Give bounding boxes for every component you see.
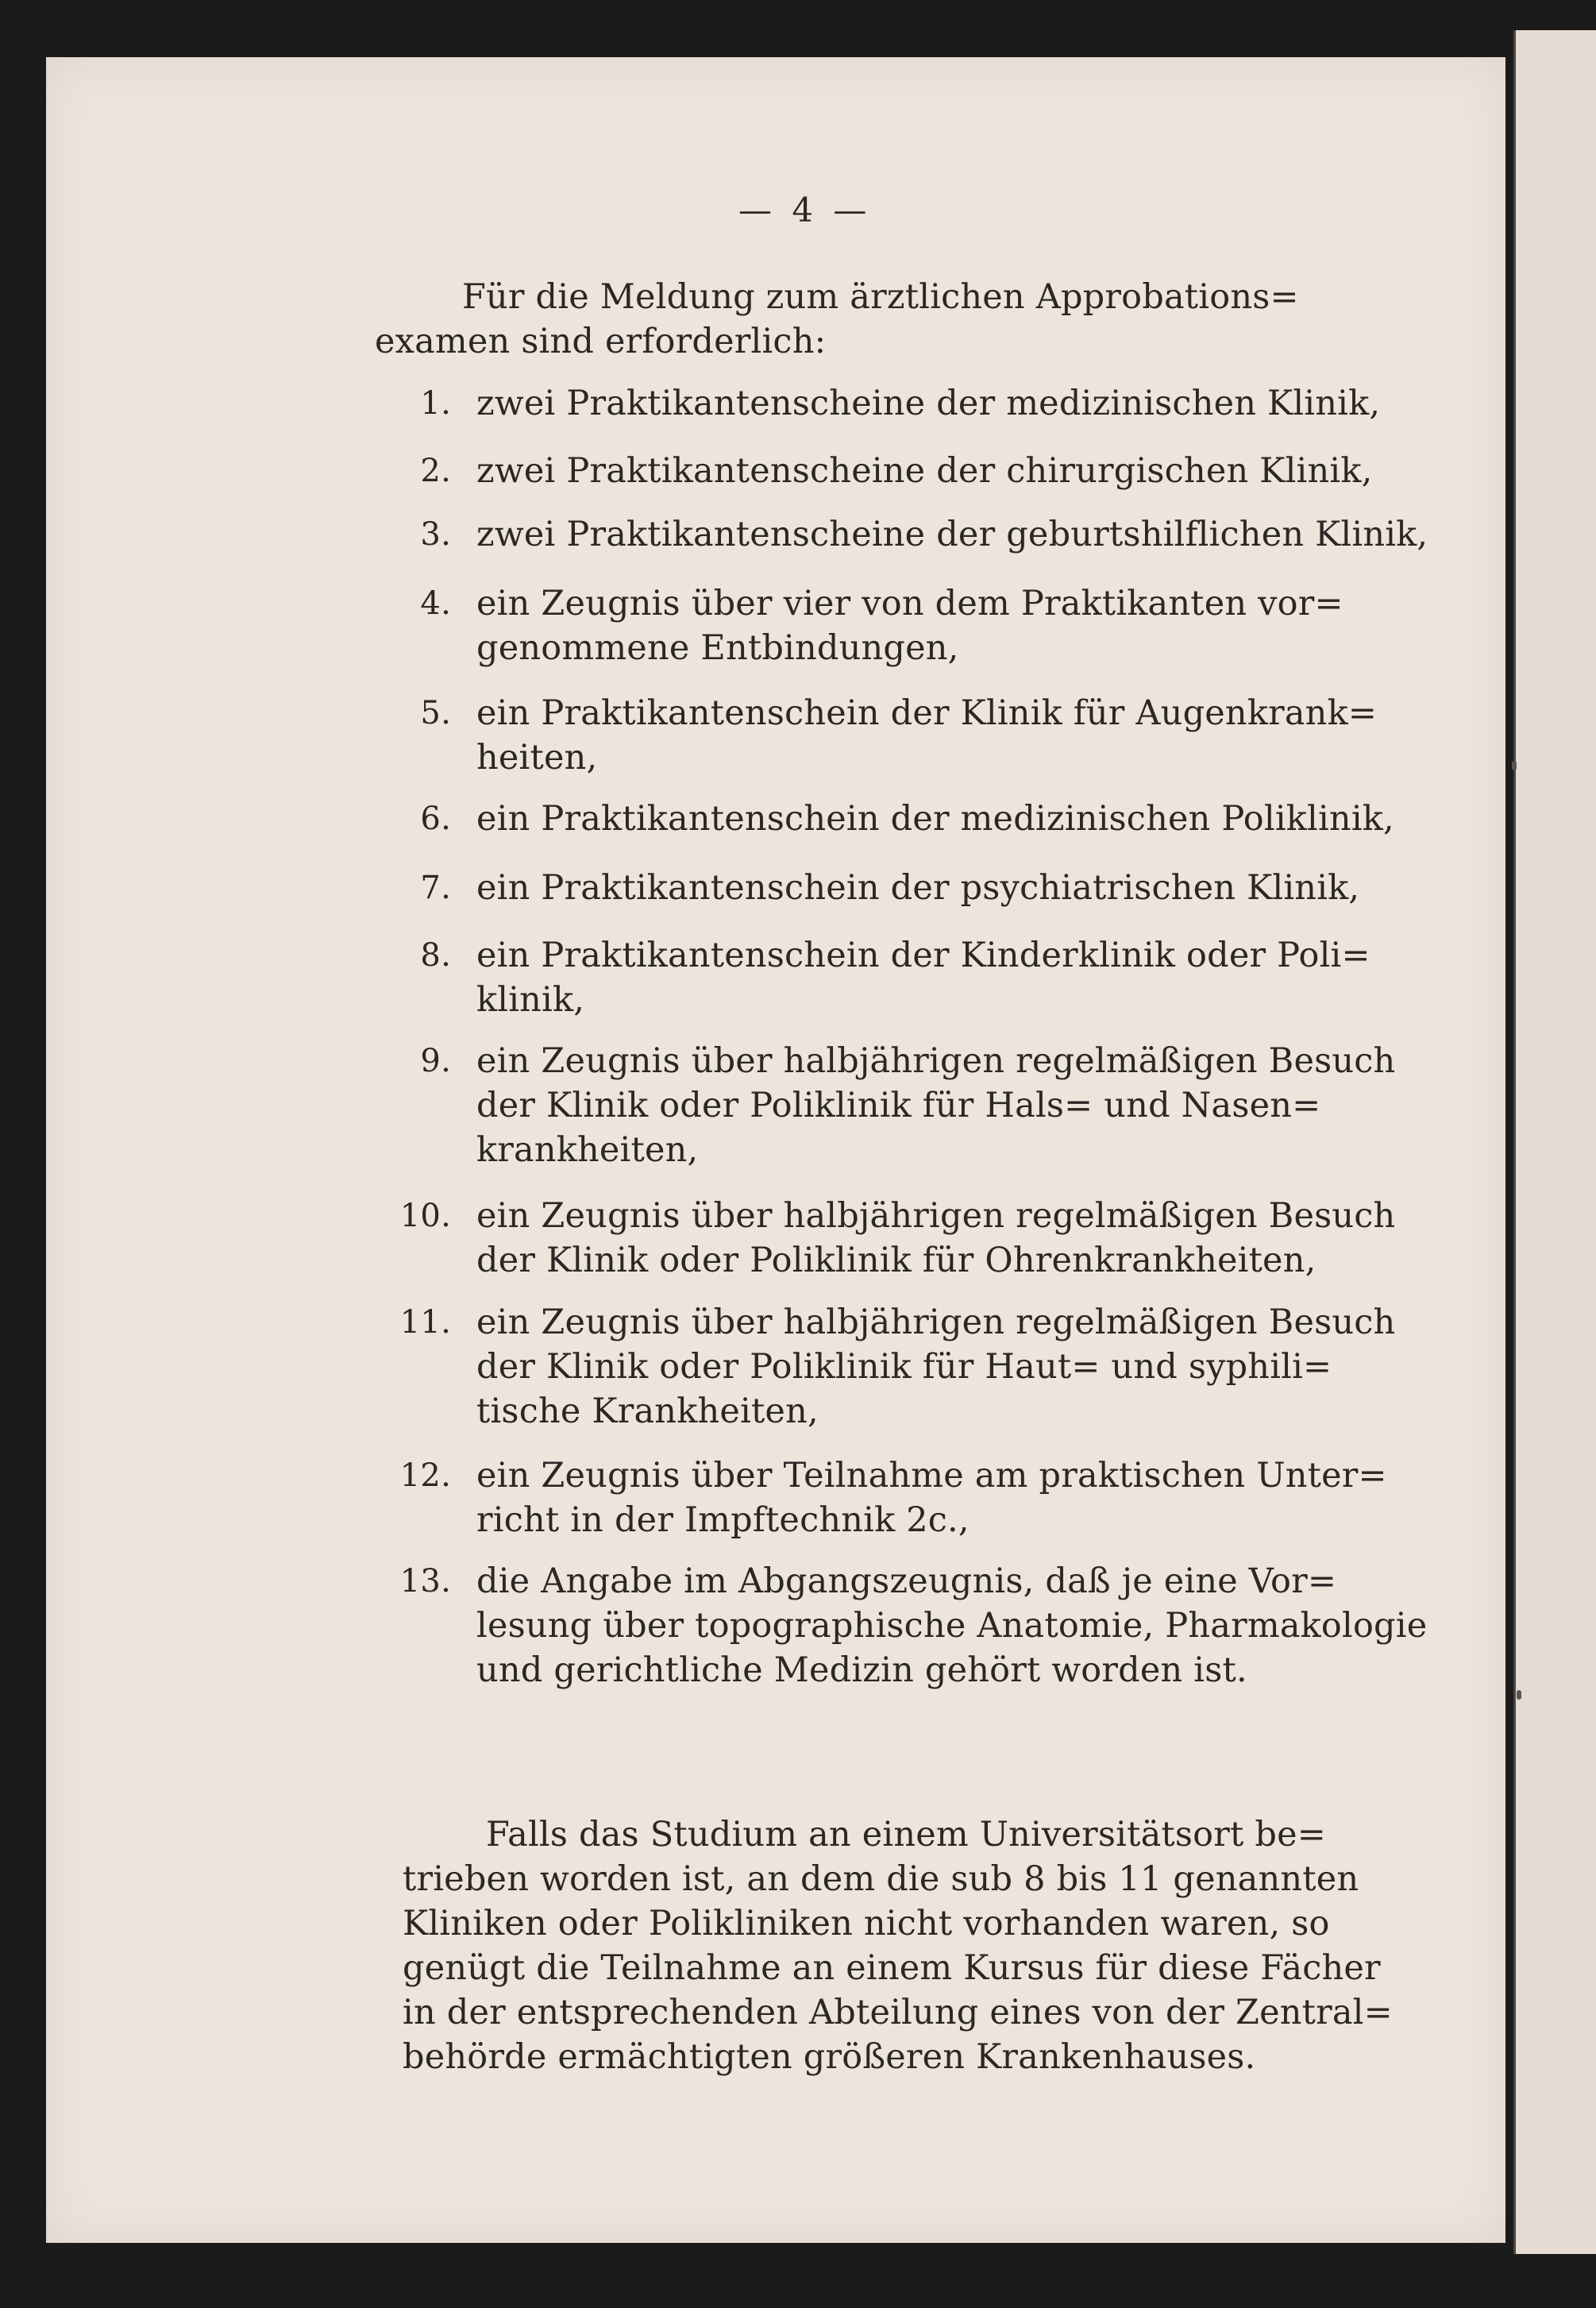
list-number: 3. [420, 516, 451, 553]
list-line: der Klinik oder Poliklinik für Ohrenkrankheiten, [476, 1241, 1317, 1280]
list-line: ein Zeugnis über halbjährigen regelmäßigen Besuch [476, 1303, 1396, 1342]
list-line: die Angabe im Abgangszeugnis, daß je eine Vor= [476, 1561, 1337, 1601]
next-page-edge [1513, 30, 1596, 2254]
list-line: und gerichtliche Medizin gehört worden ist. [476, 1650, 1247, 1690]
list-number: 10. [399, 1198, 451, 1234]
list-number: 6. [420, 801, 451, 837]
list-number: 2. [420, 453, 451, 489]
closing-line: Kliniken oder Polikliniken nicht vorhanden waren, so [403, 1904, 1330, 1943]
list-line: tische Krankheiten, [476, 1391, 819, 1431]
list-number: 11. [399, 1304, 451, 1341]
closing-line: in der entsprechenden Abteilung eines von der Zentral= [403, 1993, 1393, 2032]
intro-line: examen sind erforderlich: [375, 322, 827, 361]
margin-speck [1517, 1690, 1521, 1700]
list-number: 13. [399, 1563, 451, 1600]
list-line: ein Praktikantenschein der medizinischen Poliklinik, [476, 799, 1394, 839]
list-number: 8. [420, 937, 451, 974]
page-number: — 4 — [738, 191, 872, 230]
list-line: ein Zeugnis über Teilnahme am praktischen Unter= [476, 1456, 1387, 1496]
list-line: ein Praktikantenschein der Klinik für Augenkrank= [476, 693, 1378, 733]
list-line: zwei Praktikantenscheine der chirurgischen Klinik, [476, 451, 1373, 491]
closing-line: Falls das Studium an einem Universitätsort be= [486, 1815, 1326, 1855]
list-line: zwei Praktikantenscheine der medizinischen Klinik, [476, 384, 1381, 423]
list-line: ein Zeugnis über halbjährigen regelmäßigen Besuch [476, 1041, 1396, 1081]
closing-line: trieben worden ist, an dem die sub 8 bis 11 genannten [403, 1859, 1359, 1899]
closing-line: genügt die Teilnahme an einem Kursus für diese Fächer [403, 1948, 1381, 1988]
list-number: 4. [420, 585, 451, 622]
list-line: klinik, [476, 980, 585, 1020]
list-line: ein Zeugnis über halbjährigen regelmäßigen Besuch [476, 1196, 1396, 1236]
list-line: richt in der Impftechnik 2c., [476, 1500, 970, 1540]
list-line: der Klinik oder Poliklinik für Haut= und syphili= [476, 1347, 1332, 1387]
list-line: genommene Entbindungen, [476, 628, 959, 668]
list-number: 7. [420, 870, 451, 906]
list-number: 1. [420, 385, 451, 422]
intro-paragraph [375, 275, 1299, 364]
list-line: ein Praktikantenschein der psychiatrischen Klinik, [476, 868, 1360, 908]
list-line: zwei Praktikantenscheine der geburtshilflichen Klinik, [476, 515, 1428, 554]
closing-line: behörde ermächtigten größeren Krankenhauses. [403, 2037, 1256, 2077]
list-line: ein Praktikantenschein der Kinderklinik oder Poli= [476, 936, 1370, 975]
margin-speck [1512, 761, 1517, 770]
list-number: 9. [420, 1043, 451, 1079]
list-number: 5. [420, 695, 451, 731]
list-number: 12. [399, 1457, 451, 1494]
list-line: krankheiten, [476, 1130, 699, 1170]
list-line: der Klinik oder Poliklinik für Hals= und Nasen= [476, 1086, 1321, 1125]
list-line: heiten, [476, 738, 598, 778]
intro-line: Für die Meldung zum ärztlichen Approbations= [462, 277, 1299, 317]
list-line: ein Zeugnis über vier von dem Praktikanten vor= [476, 584, 1343, 623]
closing-paragraph [403, 1812, 1393, 2079]
list-line: lesung über topographische Anatomie, Pharmakologie [476, 1606, 1428, 1646]
